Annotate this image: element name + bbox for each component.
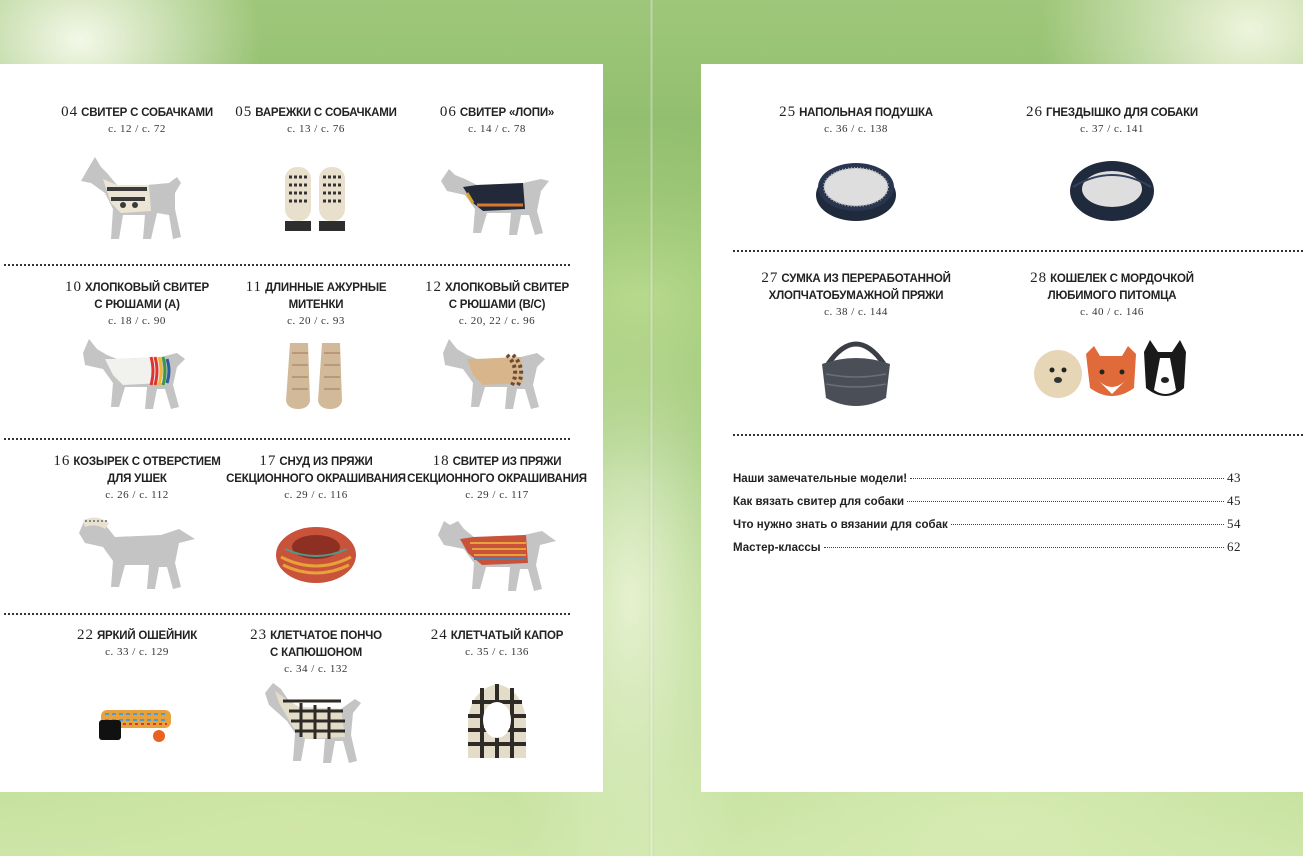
left-page (0, 64, 603, 792)
item-name: СНУД ИЗ ПРЯЖИ СЕКЦИОННОГО ОКРАШИВАНИЯ (226, 456, 406, 485)
catalog-item-05[interactable] (221, 104, 411, 235)
item-pages: с. 33 / с. 129 (105, 646, 169, 658)
catalog-item-24[interactable] (402, 627, 592, 764)
catalog-item-11[interactable] (221, 279, 411, 413)
toc-page-number: 43 (1227, 470, 1241, 485)
toc-entry[interactable] (733, 539, 1241, 562)
pet-face-purses-icon (1030, 338, 1194, 408)
item-title (42, 627, 232, 645)
catalog-item-12[interactable] (402, 279, 592, 415)
item-name: ДЛИННЫЕ АЖУРНЫЕ МИТЕНКИ (265, 282, 387, 311)
catalog-item-25[interactable] (761, 104, 951, 223)
item-name: СВИТЕР С СОБАЧКАМИ (81, 107, 213, 119)
item-title (402, 104, 592, 122)
item-number: 25 (779, 104, 797, 120)
item-title (42, 453, 232, 488)
table-of-contents (733, 470, 1241, 562)
item-title (221, 627, 411, 662)
item-name: КОЗЫРЕК С ОТВЕРСТИЕМ ДЛЯ УШЕК (73, 456, 221, 485)
item-name: КЛЕТЧАТОЕ ПОНЧО С КАПЮШОНОМ (270, 630, 382, 659)
item-pages: с. 34 / с. 132 (284, 663, 348, 675)
item-title (402, 627, 592, 645)
item-title (221, 104, 411, 122)
toc-dot-leader (910, 478, 1224, 479)
dog-silhouette-icon (75, 509, 199, 593)
toc-page-number: 62 (1227, 539, 1241, 554)
dog-silhouette-icon (261, 681, 371, 765)
mittens-icon (281, 163, 351, 235)
catalog-item-04[interactable] (42, 104, 232, 245)
toc-page-number: 45 (1227, 493, 1241, 508)
item-pages: с. 20, 22 / с. 96 (458, 315, 536, 327)
item-name: СВИТЕР «ЛОПИ» (459, 107, 555, 119)
item-pages: с. 12 / с. 72 (108, 123, 166, 135)
dog-silhouette-icon (77, 153, 197, 245)
item-name: НАПОЛЬНАЯ ПОДУШКА (799, 107, 933, 119)
catalog-item-26[interactable] (1017, 104, 1207, 223)
item-pages: с. 18 / с. 90 (108, 315, 166, 327)
toc-label: Что нужно знать о вязании для собак (733, 519, 948, 531)
item-pages: с. 35 / с. 136 (465, 646, 529, 658)
item-pages: с. 14 / с. 78 (468, 123, 526, 135)
item-number: 24 (430, 627, 448, 643)
item-number: 27 (761, 270, 779, 286)
toc-label: Наши замечательные модели! (733, 473, 908, 485)
item-number: 12 (425, 279, 442, 295)
dog-silhouette-icon (77, 335, 197, 415)
catalog-item-27[interactable] (761, 270, 951, 410)
item-name: ЯРКИЙ ОШЕЙНИК (96, 630, 198, 642)
item-number: 18 (432, 453, 450, 469)
item-title (42, 104, 232, 122)
catalog-item-17[interactable] (221, 453, 411, 587)
right-page (701, 64, 1303, 792)
fingerless-mittens-icon (276, 341, 356, 413)
item-number: 05 (235, 104, 253, 120)
section-divider (733, 250, 1303, 252)
collar-icon (97, 696, 177, 756)
item-pages: с. 37 / с. 141 (1080, 123, 1144, 135)
item-number: 11 (245, 279, 263, 295)
item-number: 06 (439, 104, 457, 120)
dog-bed-icon (1067, 157, 1157, 223)
item-number: 10 (65, 279, 82, 295)
toc-page-number: 54 (1227, 516, 1241, 531)
toc-label: Как вязать свитер для собаки (733, 496, 905, 508)
item-number: 16 (53, 453, 71, 469)
item-title (402, 279, 592, 314)
section-divider (4, 264, 570, 266)
catalog-item-10[interactable] (42, 279, 232, 415)
section-divider (4, 438, 570, 440)
snood-icon (271, 517, 361, 587)
item-name: ХЛОПКОВЫЙ СВИТЕР С РЮШАМИ (B/C) (445, 282, 569, 311)
item-pages: с. 20 / с. 93 (287, 315, 345, 327)
item-number: 17 (259, 453, 277, 469)
item-number: 04 (61, 104, 79, 120)
item-number: 22 (76, 627, 94, 643)
section-divider (733, 434, 1303, 436)
item-title (761, 104, 951, 122)
section-divider (4, 613, 570, 615)
toc-dot-leader (907, 501, 1224, 502)
catalog-item-18[interactable] (402, 453, 592, 593)
catalog-item-16[interactable] (42, 453, 232, 593)
toc-entry[interactable] (733, 493, 1241, 516)
item-title (221, 453, 411, 488)
dog-silhouette-icon (434, 509, 560, 593)
item-pages: с. 29 / с. 117 (465, 489, 529, 501)
item-name: СУМКА ИЗ ПЕРЕРАБОТАННОЙ ХЛОПЧАТОБУМАЖНОЙ ПРЯЖИ (768, 273, 951, 302)
item-pages: с. 36 / с. 138 (824, 123, 888, 135)
item-name: ВАРЕЖКИ С СОБАЧКАМИ (255, 107, 397, 119)
catalog-item-28[interactable] (1017, 270, 1207, 408)
item-name: ХЛОПКОВЫЙ СВИТЕР С РЮШАМИ (A) (85, 282, 209, 311)
item-name: КЛЕТЧАТЫЙ КАПОР (450, 630, 564, 642)
toc-entry[interactable] (733, 516, 1241, 539)
toc-dot-leader (824, 547, 1224, 548)
item-title (42, 279, 232, 314)
item-number: 26 (1026, 104, 1043, 120)
item-pages: с. 13 / с. 76 (287, 123, 345, 135)
book-gutter (649, 0, 654, 856)
toc-label: Мастер-классы (733, 542, 821, 554)
dog-silhouette-icon (437, 161, 557, 241)
toc-entry[interactable] (733, 470, 1241, 493)
item-number: 28 (1030, 270, 1048, 286)
item-title (1017, 104, 1207, 122)
catalog-item-06[interactable] (402, 104, 592, 241)
item-name: ГНЕЗДЫШКО ДЛЯ СОБАКИ (1046, 107, 1198, 119)
item-pages: с. 29 / с. 116 (284, 489, 348, 501)
hood-icon (462, 680, 532, 764)
item-pages: с. 40 / с. 146 (1080, 306, 1144, 318)
item-title (221, 279, 411, 314)
item-name: КОШЕЛЕК С МОРДОЧКОЙ ЛЮБИМОГО ПИТОМЦА (1047, 273, 1194, 302)
bag-icon (814, 334, 898, 410)
catalog-item-22[interactable] (42, 627, 232, 756)
catalog-item-23[interactable] (221, 627, 411, 765)
dog-silhouette-icon (437, 335, 557, 415)
item-number: 23 (250, 627, 268, 643)
item-title (402, 453, 592, 488)
floor-cushion-icon (813, 157, 899, 223)
item-pages: с. 26 / с. 112 (105, 489, 169, 501)
item-title (761, 270, 951, 305)
toc-dot-leader (951, 524, 1224, 525)
item-name: СВИТЕР ИЗ ПРЯЖИ СЕКЦИОННОГО ОКРАШИВАНИЯ (407, 456, 587, 485)
item-pages: с. 38 / с. 144 (824, 306, 888, 318)
item-title (1017, 270, 1207, 305)
